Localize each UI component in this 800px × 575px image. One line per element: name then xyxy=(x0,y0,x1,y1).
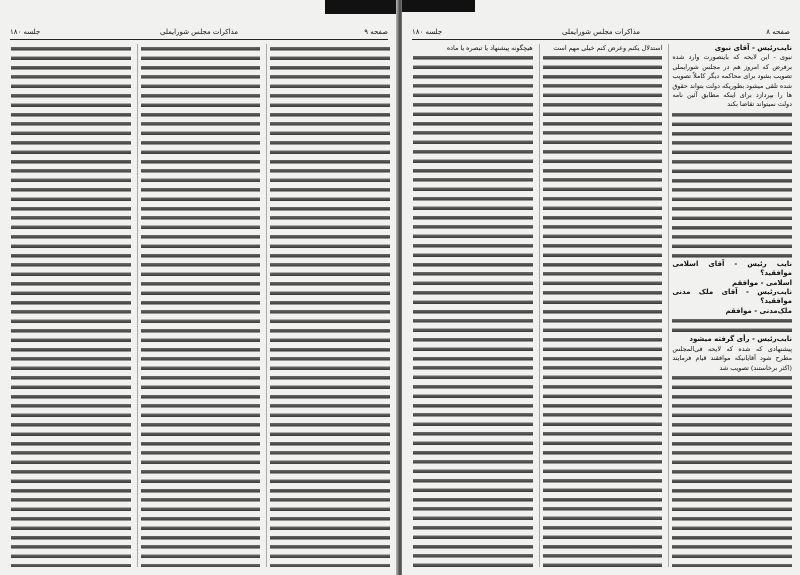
paragraph: نبوی - این لایحه که باینصورت وارد شده برفرض که امروز هم در مجلس شورایملی تصویب بشود برای محاکمه دیگر کاملاً تصویب شده تلقی میشود بطوریکه دولت بتواند حقوق ها را بپردازد برای اینکه مطابق آئین نامه دولت نمیتواند تقاضا بکند xyxy=(672,53,792,109)
illegible-text-lines xyxy=(543,53,663,567)
paragraph: استدلال یکنم وعرض کنم خیلی مهم است xyxy=(553,44,663,52)
right-page xyxy=(402,0,800,575)
page-header xyxy=(10,28,388,40)
page-number: صفحه ۹ xyxy=(364,28,388,36)
illegible-text-lines xyxy=(672,110,792,260)
paragraph: هیچگونه پیشنهاد یا تبصره یا ماده xyxy=(446,44,533,52)
running-title: مذاکرات مجلس شورایملی xyxy=(159,28,238,36)
text-column xyxy=(8,44,131,567)
running-title: مذاکرات مجلس شورایملی xyxy=(561,28,640,36)
speaker-heading: نایب‌رئیس - آقای ملک مدنی موافقید؟ xyxy=(672,288,792,306)
illegible-text-lines xyxy=(141,44,261,567)
text-column xyxy=(266,44,390,567)
text-column xyxy=(668,44,792,567)
session-number: جلسه ۱۸۰ xyxy=(10,28,41,36)
scan-shadow xyxy=(325,0,398,14)
speaker-heading: نایب رئیس - آقای اسلامی موافقید؟ xyxy=(672,259,792,278)
left-page xyxy=(0,0,398,575)
speaker-heading: نایب‌رئیس - رأی گرفته میشود xyxy=(689,335,792,344)
speaker-heading: نایب‌رئیس - آقای نبوی xyxy=(714,44,792,52)
scan-shadow xyxy=(402,0,475,12)
session-number: جلسه ۱۸۰ xyxy=(412,28,443,36)
illegible-text-lines xyxy=(11,44,131,567)
illegible-text-lines xyxy=(672,373,792,567)
text-column xyxy=(539,44,663,567)
text-column xyxy=(410,44,533,567)
illegible-text-lines xyxy=(413,53,533,567)
page-header xyxy=(412,28,790,40)
speaker-reply: ملک‌مدنی - موافقم xyxy=(725,306,792,315)
paragraph: پیشنهادی که شده که لایحه فی‌المجلس مطرح شود آقایانیکه موافقند قیام فرمایند (اکثر برخاستند) تصویب شد xyxy=(672,344,792,372)
text-column xyxy=(137,44,261,567)
text-columns xyxy=(410,44,792,567)
illegible-text-lines xyxy=(270,44,390,567)
illegible-text-lines xyxy=(672,316,792,335)
speaker-reply: اسلامی - موافقم xyxy=(731,278,792,287)
text-columns xyxy=(8,44,390,567)
page-number: صفحه ۸ xyxy=(766,28,790,36)
